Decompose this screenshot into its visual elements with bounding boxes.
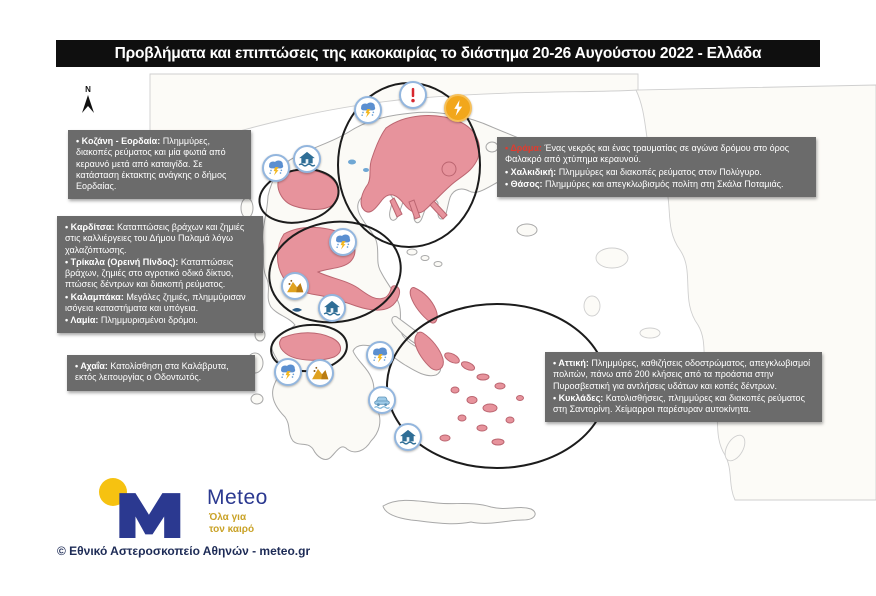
legend-bullet-text: Πλημμύρες, καθιζήσεις οδοστρώματος, απεγκλωβισμοί πολιτών, πάνω από 200 κλήσεις από τα προάστια στην Πυροσβεστική για αντλήσεις υδάτων και κοπές δέντρων. [553, 358, 811, 391]
legend-bullet-text: Πλημμύρες, διακοπές ρεύματος και μία φωτιά από κεραυνό μετά από καταιγίδα. Σε κατάσταση έκτακτης ανάγκης ο δήμος Εορδαίας. [76, 136, 227, 191]
lake [363, 168, 369, 172]
legend-box-drama-chalkidiki-thasos [497, 137, 816, 197]
legend-bullet [505, 143, 808, 166]
red-region-euboea-sterea [410, 288, 437, 324]
legend-bullet [65, 257, 255, 291]
legend-bullet-label: • Λαμία: [65, 315, 101, 325]
legend-bullet-label: • Χαλκιδική: [505, 166, 559, 177]
legend-bullet [75, 361, 247, 384]
logo-tagline-line2: τον καιρό [209, 524, 255, 535]
logo-tagline [209, 512, 254, 536]
legend-bullet [505, 167, 808, 178]
legend-bullet [65, 222, 255, 256]
compass-n-label: N [85, 85, 91, 94]
legend-bullet [76, 136, 243, 192]
legend-bullet-label: • Αχαΐα: [75, 361, 111, 371]
meteo-logo [95, 474, 315, 540]
legend-bullet-label: • Κυκλάδες: [553, 392, 606, 403]
legend-box-achaia [67, 355, 255, 391]
legend-bullet-label: • Τρίκαλα (Ορεινή Πίνδος): [65, 256, 181, 267]
island-zakynthos [251, 394, 263, 404]
legend-bullet [65, 292, 255, 315]
legend-bullet-label: • Δράμα: [505, 143, 545, 153]
legend-bullet-text: Πλημμύρες και διακοπές ρεύματος στον Πολύγυρο. [558, 166, 762, 177]
neighbor-island [596, 248, 628, 268]
legend-bullet-label: • Καλαμπάκα: [65, 291, 127, 302]
legend-bullet [553, 358, 814, 392]
legend-bullet-text: Ένας νεκρός και ένας τραυματίας σε αγώνα δρόμου στο όρος Φαλακρό από χτύπημα κεραυνού. [505, 143, 790, 165]
neighbor-island [584, 296, 600, 316]
legend-box-karditsa-trikala [57, 216, 263, 333]
legend-bullet-text: Κατολίσθηση στα Καλάβρυτα, εκτός λειτουργίας ο Οδοντωτός. [75, 361, 229, 383]
legend-bullet-label: • Αττική: [553, 358, 592, 368]
legend-bullet [553, 393, 814, 416]
lake [348, 160, 356, 165]
legend-bullet [65, 315, 255, 326]
legend-box-kozani [68, 130, 251, 199]
island-corfu [241, 198, 253, 218]
legend-bullet-text: Πλημμύρες και απεγκλωβισμός πολίτη στη Σκάλα Ποταμιάς. [545, 178, 784, 189]
page-title: Προβλήματα και επιπτώσεις της κακοκαιρίας το διάστημα 20-26 Αυγούστου 2022 - Ελλάδα [56, 40, 820, 67]
island-crete [383, 500, 535, 523]
legend-bullet [505, 179, 808, 190]
logo-tagline-line1: Όλα για [209, 512, 247, 523]
red-region-thasos [442, 162, 456, 176]
island-sporades [407, 249, 417, 255]
logo-brand-text: Meteo [207, 486, 268, 509]
legend-bullet-label: • Θάσος: [505, 178, 546, 189]
red-region-cyclades [440, 351, 524, 445]
legend-bullet-label: • Κοζάνη - Εορδαία: [76, 136, 163, 146]
neighbor-island [640, 328, 660, 338]
legend-bullet-text: Μεγάλες ζημιές, πλημμύρισαν ισόγεια καταστήματα και υπόγεια. [65, 291, 246, 313]
legend-bullet-text: Κατολισθήσεις, πλημμύρες και διακοπές ρεύματος στη Σαντορίνη. Χείμαρροι παρέσυραν αυτοκίνητα. [553, 392, 805, 414]
legend-bullet-text: Πλημμυρισμένοι δρόμοι. [100, 315, 198, 325]
logo-m-icon [111, 486, 203, 538]
legend-bullet-text: Καταπτώσεις βράχων, ζημιές στο αγροτικό οδικό δίκτυο, πτώσεις δέντρων και διακοπή ρεύματος. [65, 256, 234, 290]
legend-box-attica-cyclades [545, 352, 822, 422]
island-sporades [421, 256, 429, 261]
copyright-text: © Εθνικό Αστεροσκοπείο Αθηνών - meteo.gr [57, 544, 311, 558]
island-lemnos [517, 224, 537, 236]
legend-bullet-text: Καταπτώσεις βράχων και ζημιές στις καλλιέργειες του Δήμου Παλαμά λόγω χαλαζόπτωσης. [65, 222, 245, 255]
island-sporades [434, 262, 442, 267]
legend-bullet-label: • Καρδίτσα: [65, 222, 117, 232]
